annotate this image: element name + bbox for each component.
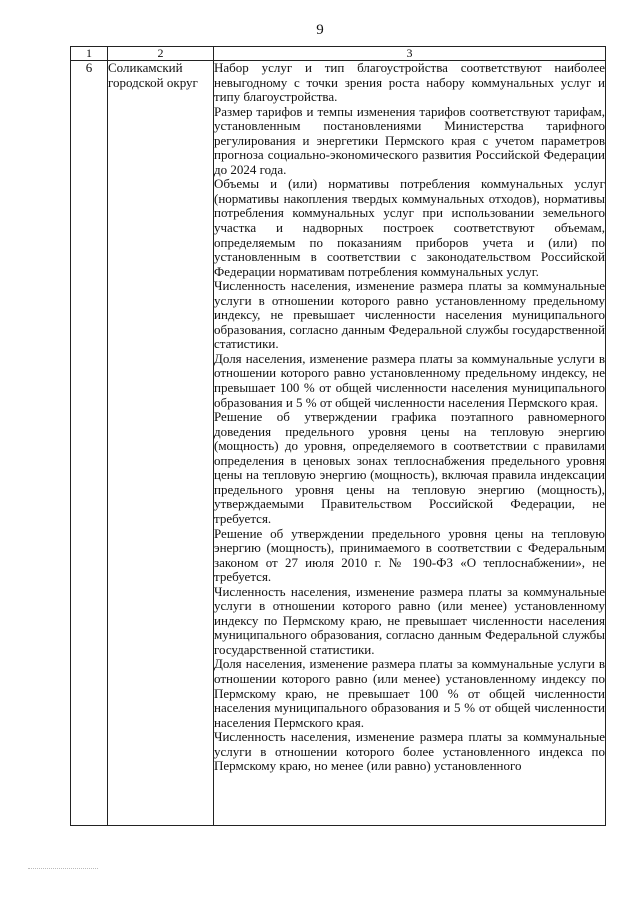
- municipality-name: Соликамский городской округ: [108, 61, 214, 826]
- column-header-3: 3: [214, 47, 606, 61]
- paragraph: Численность населения, изменение размера платы за коммунальные услуги в отношении которого равно (или менее) установленному индексу по Пермскому краю, не превышает численности населения муниципального образования, согласно данным Федеральной службы государственной статистики.: [214, 583, 605, 657]
- page-number: 9: [316, 22, 324, 38]
- paragraph: Решение об утверждении графика поэтапного равномерного доведения предельного уровня цены на тепловую энергию (мощность) до уровня, определяемого в соответствии с правилами определения в ценовых зонах теплоснабжения предельного уровня цены на тепловую энергию (мощность), включая правила индексации предельного уровня цены на тепловую энергию (мощность), утверждаемыми Правительством Российской Федерации, не требуется.: [214, 409, 605, 526]
- table-row: [71, 61, 606, 826]
- paragraph: Доля населения, изменение размера платы за коммунальные услуги в отношении которого равно (или менее) установленному индексу по Пермскому краю, не превышает 100 % от общей численности населения муниципального образования и 5 % от общей численности населения Пермского края.: [214, 656, 605, 730]
- paragraph: Объемы и (или) нормативы потребления коммунальных услуг (нормативы накопления твердых коммунальных отходов), нормативы потребления коммунальных услуг при использовании земельного участка и надворных построек соответствуют объемам, определяемым по показаниям приборов учета и (или) по установленным в соответствии с законодательством Российской Федерации нормативам потребления коммунальных услуг.: [214, 176, 605, 279]
- column-header-1: 1: [71, 47, 108, 61]
- paragraph: Набор услуг и тип благоустройства соответствуют наиболее невыгодному с точки зрения роста набору коммунальных услуг и типу благоустройства.: [214, 61, 605, 105]
- column-header-2: 2: [108, 47, 214, 61]
- paragraph: Численность населения, изменение размера платы за коммунальные услуги в отношении которого равно установленному предельному индексу, не превышает численности населения муниципального образования, согласно данным Федеральной службы государственной статистики.: [214, 278, 605, 352]
- paragraph: Численность населения, изменение размера платы за коммунальные услуги в отношении которого более установленного индекса по Пермскому краю, но менее (или равно) установленного: [214, 729, 605, 774]
- conditions-text: [214, 61, 605, 825]
- conditions-cell: [214, 61, 606, 826]
- paragraph: Размер тарифов и темпы изменения тарифов соответствуют тарифам, установленным постановлениями Министерства тарифного регулирования и энергетики Пермского края с учетом параметров прогноза социально-экономического развития Российской Федерации до 2024 года.: [214, 103, 605, 177]
- page-edge-mark: [28, 868, 98, 869]
- tariff-table: [70, 46, 606, 826]
- table-header-row: [71, 47, 606, 61]
- row-number: 6: [71, 61, 108, 826]
- paragraph: Решение об утверждении предельного уровня цены на тепловую энергию (мощность), принимаемого в соответствии с Федеральным законом от 27 июля 2010 г. № 190-ФЗ «О теплоснабжении», не требуется.: [214, 525, 605, 585]
- paragraph: Доля населения, изменение размера платы за коммунальные услуги в отношении которого равно установленному предельному индексу, не превышает 100 % от общей численности населения муниципального образования и 5 % от общей численности населения Пермского края.: [214, 350, 605, 410]
